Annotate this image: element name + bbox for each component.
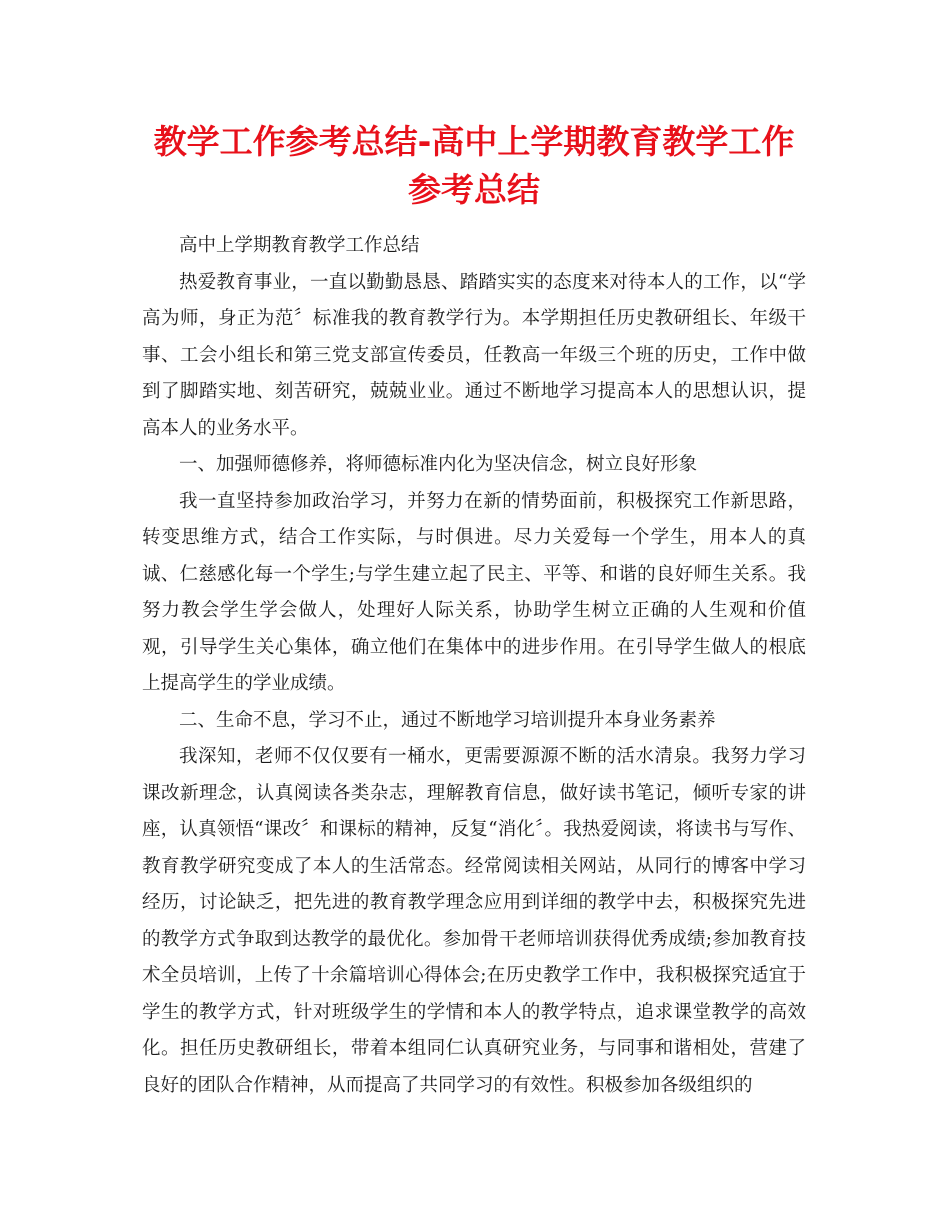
intro-paragraph: 热爱教育事业，一直以勤勤恳恳、踏踏实实的态度来对待本人的工作，以“学高为师，身正为范〞标准我的教育教学行为。本学期担任历史教研组长、年级干事、工会小组长和第三党支部宣传委员，任教高一年级三个班的历史，工作中做到了脚踏实地、刻苦研究，兢兢业业。通过不断地学习提高本人的思想认识，提高本人的业务水平。 [142,271,806,439]
document-page [142,118,806,1104]
document-title: 教学工作参考总结-高中上学期教育教学工作参考总结 [153,122,795,209]
section-subtitle: 高中上学期教育教学工作总结 [179,235,420,256]
section-2-paragraph: 我深知，老师不仅仅要有一桶水，更需要源源不断的活水清泉。我努力学习课改新理念，认真阅读各类杂志，理解教育信息，做好读书笔记，倾听专家的讲座，认真领悟“课改〞和课标的精神，反复“消化〞。我热爱阅读，将读书与写作、教育教学研究变成了本人的生活常态。经常阅读相关网站，从同行的博客中学习经历，讨论缺乏，把先进的教育教学理念应用到详细的教学中去，积极探究先进的教学方式争取到达教学的最优化。参加骨干老师培训获得优秀成绩;参加教育技术全员培训，上传了十余篇培训心得体会;在历史教学工作中，我积极探究适宜于学生的教学方式，针对班级学生的学情和本人的教学特点，追求课堂教学的高效化。担任历史教研组长，带着本组同仁认真研究业务，与同事和谐相处，营建了良好的团队合作精神，从而提高了共同学习的有效性。积极参加各级组织的 [142,746,806,1096]
section-heading-1: 一、加强师德修养，将师德标准内化为坚决信念，树立良好形象 [179,454,698,475]
section-1-paragraph: 我一直坚持参加政治学习，并努力在新的情势面前，积极探究工作新思路，转变思维方式，结合工作实际，与时俱进。尽力关爱每一个学生，用本人的真诚、仁慈感化每一个学生;与学生建立起了民主、平等、和谐的良好师生关系。我努力教会学生学会做人，处理好人际关系，协助学生树立正确的人生观和价值观，引导学生关心集体，确立他们在集体中的进步作用。在引导学生做人的根底上提高学生的学业成绩。 [142,490,806,694]
section-heading-2: 二、生命不息，学习不止，通过不断地学习培训提升本身业务素养 [179,709,716,731]
